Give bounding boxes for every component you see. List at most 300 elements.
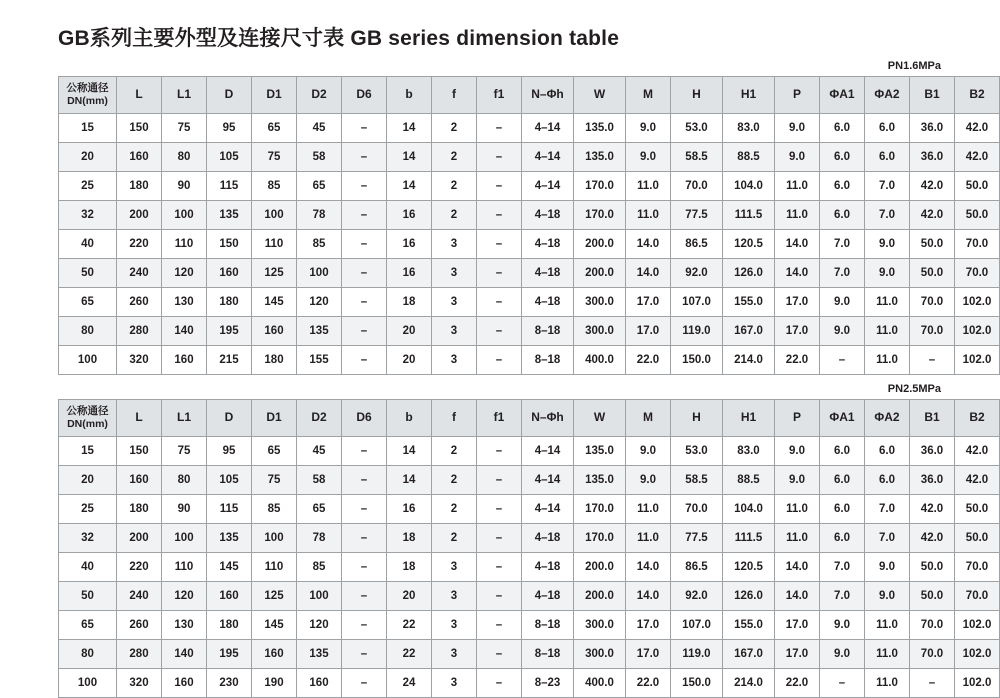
table-cell: 4–14 — [522, 437, 574, 466]
table-cell: 20 — [387, 582, 432, 611]
table-cell: – — [477, 172, 522, 201]
table-cell: 150 — [207, 230, 252, 259]
table-cell: 22 — [387, 640, 432, 669]
column-header: f1 — [477, 400, 522, 437]
table-cell: 9.0 — [626, 437, 671, 466]
table-cell: – — [477, 524, 522, 553]
header-row — [59, 400, 1000, 437]
table-cell: 150.0 — [671, 669, 723, 698]
table-row — [59, 669, 1000, 698]
table-cell: 2 — [432, 143, 477, 172]
table-cell: 135 — [207, 524, 252, 553]
table-cell: 135 — [207, 201, 252, 230]
table-cell: 135.0 — [574, 114, 626, 143]
table-cell: 70.0 — [910, 611, 955, 640]
table-cell: 195 — [207, 640, 252, 669]
table-cell: 300.0 — [574, 288, 626, 317]
table-cell: 42.0 — [955, 437, 1000, 466]
table-cell: 14.0 — [775, 582, 820, 611]
table-row — [59, 640, 1000, 669]
table-cell: 11.0 — [865, 669, 910, 698]
table-cell: – — [820, 669, 865, 698]
table-cell: 11.0 — [626, 524, 671, 553]
table-cell: 3 — [432, 640, 477, 669]
table-cell: 7.0 — [865, 201, 910, 230]
table-cell: 80 — [162, 143, 207, 172]
table-cell: 170.0 — [574, 524, 626, 553]
table-cell: 7.0 — [865, 172, 910, 201]
table-cell: 240 — [117, 259, 162, 288]
table-cell: 400.0 — [574, 346, 626, 375]
table-cell: 145 — [252, 611, 297, 640]
table-cell: 126.0 — [723, 259, 775, 288]
table-cell: 50.0 — [910, 582, 955, 611]
table-cell: 9.0 — [626, 114, 671, 143]
table-cell: 11.0 — [626, 495, 671, 524]
table-cell: 170.0 — [574, 495, 626, 524]
table-cell: 9.0 — [626, 143, 671, 172]
table-cell: 200.0 — [574, 259, 626, 288]
table-cell: 42.0 — [910, 524, 955, 553]
table-cell: 8–18 — [522, 317, 574, 346]
table-cell: 75 — [252, 143, 297, 172]
table-cell: 36.0 — [910, 114, 955, 143]
table-cell: 2 — [432, 466, 477, 495]
table-cell: 167.0 — [723, 317, 775, 346]
column-header: ΦA2 — [865, 77, 910, 114]
table-cell: 17.0 — [626, 288, 671, 317]
table-cell: 6.0 — [820, 495, 865, 524]
table-cell: 6.0 — [865, 143, 910, 172]
column-header: B2 — [955, 400, 1000, 437]
table-cell: 100 — [297, 582, 342, 611]
table-cell: 2 — [432, 201, 477, 230]
table-cell: – — [477, 495, 522, 524]
table-cell: 50.0 — [955, 495, 1000, 524]
table-cell: 70.0 — [910, 288, 955, 317]
table-cell: 110 — [252, 553, 297, 582]
table-cell: 42.0 — [910, 201, 955, 230]
table-cell: 16 — [387, 230, 432, 259]
table-cell: 3 — [432, 259, 477, 288]
column-header: P — [775, 77, 820, 114]
table-cell: 195 — [207, 317, 252, 346]
table-cell: 107.0 — [671, 288, 723, 317]
table-cell: 11.0 — [865, 611, 910, 640]
table-cell: 160 — [297, 669, 342, 698]
table-cell: 300.0 — [574, 611, 626, 640]
table-cell: 130 — [162, 611, 207, 640]
table-cell: 102.0 — [955, 288, 1000, 317]
table-cell: 3 — [432, 230, 477, 259]
table-cell: – — [342, 230, 387, 259]
table-cell: 6.0 — [820, 172, 865, 201]
table-cell: 14 — [387, 143, 432, 172]
table-cell: 135.0 — [574, 143, 626, 172]
table-row — [59, 611, 1000, 640]
table-cell: 11.0 — [865, 317, 910, 346]
column-header: N–Φh — [522, 400, 574, 437]
table-row — [59, 495, 1000, 524]
table-cell: 180 — [252, 346, 297, 375]
table-header-2 — [59, 400, 1000, 437]
table-cell: 6.0 — [820, 114, 865, 143]
table-cell: 3 — [432, 346, 477, 375]
table-cell: 70.0 — [910, 317, 955, 346]
table-cell: 65 — [297, 495, 342, 524]
table-cell: 70.0 — [955, 259, 1000, 288]
pressure-rating-label-2: PN2.5MPa — [887, 383, 941, 395]
column-header: H1 — [723, 400, 775, 437]
table-cell: 160 — [162, 346, 207, 375]
column-header: N–Φh — [522, 77, 574, 114]
cell-nominal-diameter: 40 — [59, 553, 117, 582]
table-cell: – — [342, 172, 387, 201]
table-cell: 16 — [387, 201, 432, 230]
table-cell: 111.5 — [723, 524, 775, 553]
table-cell: 14 — [387, 114, 432, 143]
column-header: B2 — [955, 77, 1000, 114]
table-cell: 3 — [432, 553, 477, 582]
table-cell: 70.0 — [955, 553, 1000, 582]
table-cell: 8–18 — [522, 611, 574, 640]
column-header: D1 — [252, 400, 297, 437]
table-cell: 36.0 — [910, 437, 955, 466]
table-cell: – — [910, 669, 955, 698]
table-cell: 160 — [252, 640, 297, 669]
table-cell: 9.0 — [820, 288, 865, 317]
table-cell: – — [342, 669, 387, 698]
table-cell: 126.0 — [723, 582, 775, 611]
table-cell: 14 — [387, 437, 432, 466]
table-cell: – — [342, 611, 387, 640]
table-row — [59, 346, 1000, 375]
table-cell: 16 — [387, 259, 432, 288]
column-header: B1 — [910, 77, 955, 114]
table-cell: – — [477, 201, 522, 230]
table-cell: 50.0 — [955, 201, 1000, 230]
table-cell: 8–18 — [522, 346, 574, 375]
table-cell: 6.0 — [820, 201, 865, 230]
table-cell: 75 — [252, 466, 297, 495]
table-cell: 102.0 — [955, 669, 1000, 698]
table-cell: 155.0 — [723, 611, 775, 640]
table-row — [59, 143, 1000, 172]
table-cell: 70.0 — [955, 582, 1000, 611]
table-cell: 95 — [207, 114, 252, 143]
table-cell: 4–14 — [522, 143, 574, 172]
table-cell: 83.0 — [723, 114, 775, 143]
table-cell: 120 — [297, 611, 342, 640]
table-cell: 22.0 — [626, 669, 671, 698]
table-cell: 88.5 — [723, 466, 775, 495]
column-header: L — [117, 400, 162, 437]
table-cell: 300.0 — [574, 640, 626, 669]
table-cell: 58.5 — [671, 466, 723, 495]
table-cell: 240 — [117, 582, 162, 611]
table-cell: 4–14 — [522, 114, 574, 143]
table-cell: 75 — [162, 114, 207, 143]
table-cell: 115 — [207, 172, 252, 201]
table-cell: 70.0 — [671, 495, 723, 524]
cell-nominal-diameter: 100 — [59, 346, 117, 375]
table-cell: 14.0 — [775, 230, 820, 259]
table-cell: 14.0 — [626, 259, 671, 288]
table-cell: – — [477, 346, 522, 375]
column-header: P — [775, 400, 820, 437]
table-cell: 45 — [297, 114, 342, 143]
cell-nominal-diameter: 100 — [59, 669, 117, 698]
table-cell: 115 — [207, 495, 252, 524]
table-cell: 200.0 — [574, 553, 626, 582]
table-cell: – — [342, 495, 387, 524]
table-cell: 88.5 — [723, 143, 775, 172]
table-cell: 86.5 — [671, 230, 723, 259]
table-cell: 145 — [252, 288, 297, 317]
table-cell: 8–23 — [522, 669, 574, 698]
column-header: D — [207, 77, 252, 114]
table-cell: 125 — [252, 259, 297, 288]
table-cell: 120 — [162, 259, 207, 288]
table-cell: 4–18 — [522, 288, 574, 317]
table-cell: 77.5 — [671, 524, 723, 553]
table-cell: 2 — [432, 495, 477, 524]
table-cell: 2 — [432, 114, 477, 143]
table-cell: 17.0 — [775, 611, 820, 640]
table-cell: 160 — [162, 669, 207, 698]
table-cell: – — [477, 259, 522, 288]
column-header-dn-line1: 公称通径 — [66, 81, 109, 94]
table-cell: 9.0 — [626, 466, 671, 495]
table-cell: 14.0 — [626, 230, 671, 259]
table-cell: 4–18 — [522, 524, 574, 553]
table-cell: 11.0 — [626, 172, 671, 201]
table-cell: 42.0 — [910, 495, 955, 524]
table-cell: 42.0 — [955, 143, 1000, 172]
table-cell: 3 — [432, 611, 477, 640]
page-title: GB系列主要外型及连接尺寸表 GB series dimension table — [58, 27, 620, 50]
table-cell: 14.0 — [626, 582, 671, 611]
table-cell: 125 — [252, 582, 297, 611]
table-cell: 9.0 — [775, 114, 820, 143]
column-header: f1 — [477, 77, 522, 114]
column-header: D — [207, 400, 252, 437]
column-header: L1 — [162, 400, 207, 437]
table-cell: 17.0 — [775, 640, 820, 669]
table-cell: 20 — [387, 317, 432, 346]
table-cell: 100 — [162, 201, 207, 230]
table-cell: 190 — [252, 669, 297, 698]
table-cell: 65 — [297, 172, 342, 201]
table-cell: 260 — [117, 611, 162, 640]
cell-nominal-diameter: 80 — [59, 317, 117, 346]
table-cell: 80 — [162, 466, 207, 495]
table-cell: 280 — [117, 640, 162, 669]
column-header: W — [574, 77, 626, 114]
table-cell: 160 — [207, 259, 252, 288]
table-cell: 36.0 — [910, 143, 955, 172]
table-row — [59, 172, 1000, 201]
table-cell: – — [342, 201, 387, 230]
table-cell: 50.0 — [910, 230, 955, 259]
table-cell: 9.0 — [820, 611, 865, 640]
column-header-dn-line2: DN(mm) — [67, 95, 108, 107]
column-header: D6 — [342, 400, 387, 437]
table-cell: 85 — [252, 495, 297, 524]
table-cell: 320 — [117, 346, 162, 375]
cell-nominal-diameter: 20 — [59, 143, 117, 172]
table-row — [59, 114, 1000, 143]
table-cell: 22 — [387, 611, 432, 640]
table-cell: 18 — [387, 553, 432, 582]
table-cell: 6.0 — [820, 466, 865, 495]
table-row — [59, 437, 1000, 466]
table-cell: – — [342, 437, 387, 466]
table-cell: 110 — [162, 553, 207, 582]
table-cell: 70.0 — [955, 230, 1000, 259]
table-row — [59, 201, 1000, 230]
table-cell: 140 — [162, 640, 207, 669]
cell-nominal-diameter: 15 — [59, 437, 117, 466]
table-cell: 3 — [432, 317, 477, 346]
table-cell: 180 — [117, 172, 162, 201]
table-cell: – — [477, 553, 522, 582]
table-cell: 50.0 — [955, 172, 1000, 201]
table-cell: – — [477, 611, 522, 640]
table-cell: – — [820, 346, 865, 375]
table-row — [59, 466, 1000, 495]
table-cell: – — [910, 346, 955, 375]
table-cell: 215 — [207, 346, 252, 375]
table-cell: 135.0 — [574, 466, 626, 495]
cell-nominal-diameter: 50 — [59, 582, 117, 611]
table-cell: 3 — [432, 582, 477, 611]
table-cell: – — [477, 143, 522, 172]
column-header: H1 — [723, 77, 775, 114]
cell-nominal-diameter: 20 — [59, 466, 117, 495]
table-row — [59, 317, 1000, 346]
table-cell: 105 — [207, 143, 252, 172]
table-cell: – — [477, 114, 522, 143]
table-cell: 150 — [117, 437, 162, 466]
table-cell: 6.0 — [820, 524, 865, 553]
table-header-1 — [59, 77, 1000, 114]
dimension-section-pn16 — [58, 60, 992, 375]
table-cell: 7.0 — [865, 524, 910, 553]
table-cell: 4–14 — [522, 495, 574, 524]
table-cell: 36.0 — [910, 466, 955, 495]
table-cell: 22.0 — [775, 346, 820, 375]
table-cell: 200.0 — [574, 230, 626, 259]
table-cell: – — [477, 640, 522, 669]
column-header: W — [574, 400, 626, 437]
column-header: ΦA2 — [865, 400, 910, 437]
table-cell: 100 — [252, 201, 297, 230]
table-cell: – — [477, 669, 522, 698]
column-header: b — [387, 77, 432, 114]
table-cell: 50.0 — [910, 553, 955, 582]
column-header: ΦA1 — [820, 77, 865, 114]
table-cell: 180 — [207, 288, 252, 317]
table-cell: 11.0 — [865, 288, 910, 317]
table-cell: 11.0 — [626, 201, 671, 230]
table-cell: – — [477, 466, 522, 495]
table-cell: 145 — [207, 553, 252, 582]
table-cell: 16 — [387, 495, 432, 524]
table-cell: 200 — [117, 201, 162, 230]
table-cell: 2 — [432, 172, 477, 201]
cell-nominal-diameter: 15 — [59, 114, 117, 143]
table-cell: 53.0 — [671, 437, 723, 466]
cell-nominal-diameter: 65 — [59, 611, 117, 640]
table-cell: 160 — [117, 143, 162, 172]
table-cell: 100 — [252, 524, 297, 553]
table-cell: 102.0 — [955, 611, 1000, 640]
table-cell: 95 — [207, 437, 252, 466]
table-cell: – — [477, 317, 522, 346]
column-header: b — [387, 400, 432, 437]
table-cell: 9.0 — [775, 143, 820, 172]
table-cell: 155.0 — [723, 288, 775, 317]
table-cell: 78 — [297, 201, 342, 230]
table-cell: 110 — [162, 230, 207, 259]
table-cell: 45 — [297, 437, 342, 466]
table-cell: 110 — [252, 230, 297, 259]
table-cell: – — [342, 288, 387, 317]
column-header-nominal-diameter — [59, 400, 117, 437]
column-header: D1 — [252, 77, 297, 114]
table-cell: 7.0 — [820, 582, 865, 611]
table-cell: 86.5 — [671, 553, 723, 582]
table-row — [59, 582, 1000, 611]
column-header: D6 — [342, 77, 387, 114]
table-cell: 9.0 — [820, 640, 865, 669]
table-cell: 102.0 — [955, 317, 1000, 346]
table-cell: 180 — [207, 611, 252, 640]
table-cell: – — [342, 466, 387, 495]
header-row — [59, 77, 1000, 114]
table-cell: 9.0 — [775, 466, 820, 495]
table-cell: 135.0 — [574, 437, 626, 466]
table-cell: 22.0 — [775, 669, 820, 698]
table-cell: – — [342, 114, 387, 143]
table-cell: 100 — [297, 259, 342, 288]
table-cell: 6.0 — [820, 143, 865, 172]
column-header: D2 — [297, 77, 342, 114]
table-cell: 70.0 — [671, 172, 723, 201]
table-row — [59, 288, 1000, 317]
table-row — [59, 259, 1000, 288]
table-cell: 7.0 — [820, 553, 865, 582]
table-cell: 11.0 — [865, 346, 910, 375]
table-cell: 3 — [432, 288, 477, 317]
table-cell: – — [477, 582, 522, 611]
table-cell: 18 — [387, 524, 432, 553]
table-cell: 100 — [162, 524, 207, 553]
table-cell: 7.0 — [820, 259, 865, 288]
table-cell: 85 — [297, 230, 342, 259]
column-header: M — [626, 77, 671, 114]
table-cell: 11.0 — [775, 524, 820, 553]
cell-nominal-diameter: 32 — [59, 524, 117, 553]
column-header: D2 — [297, 400, 342, 437]
table-cell: 140 — [162, 317, 207, 346]
table-cell: – — [477, 230, 522, 259]
column-header: H — [671, 400, 723, 437]
table-cell: 120 — [297, 288, 342, 317]
table-cell: 14 — [387, 172, 432, 201]
table-cell: 6.0 — [865, 437, 910, 466]
